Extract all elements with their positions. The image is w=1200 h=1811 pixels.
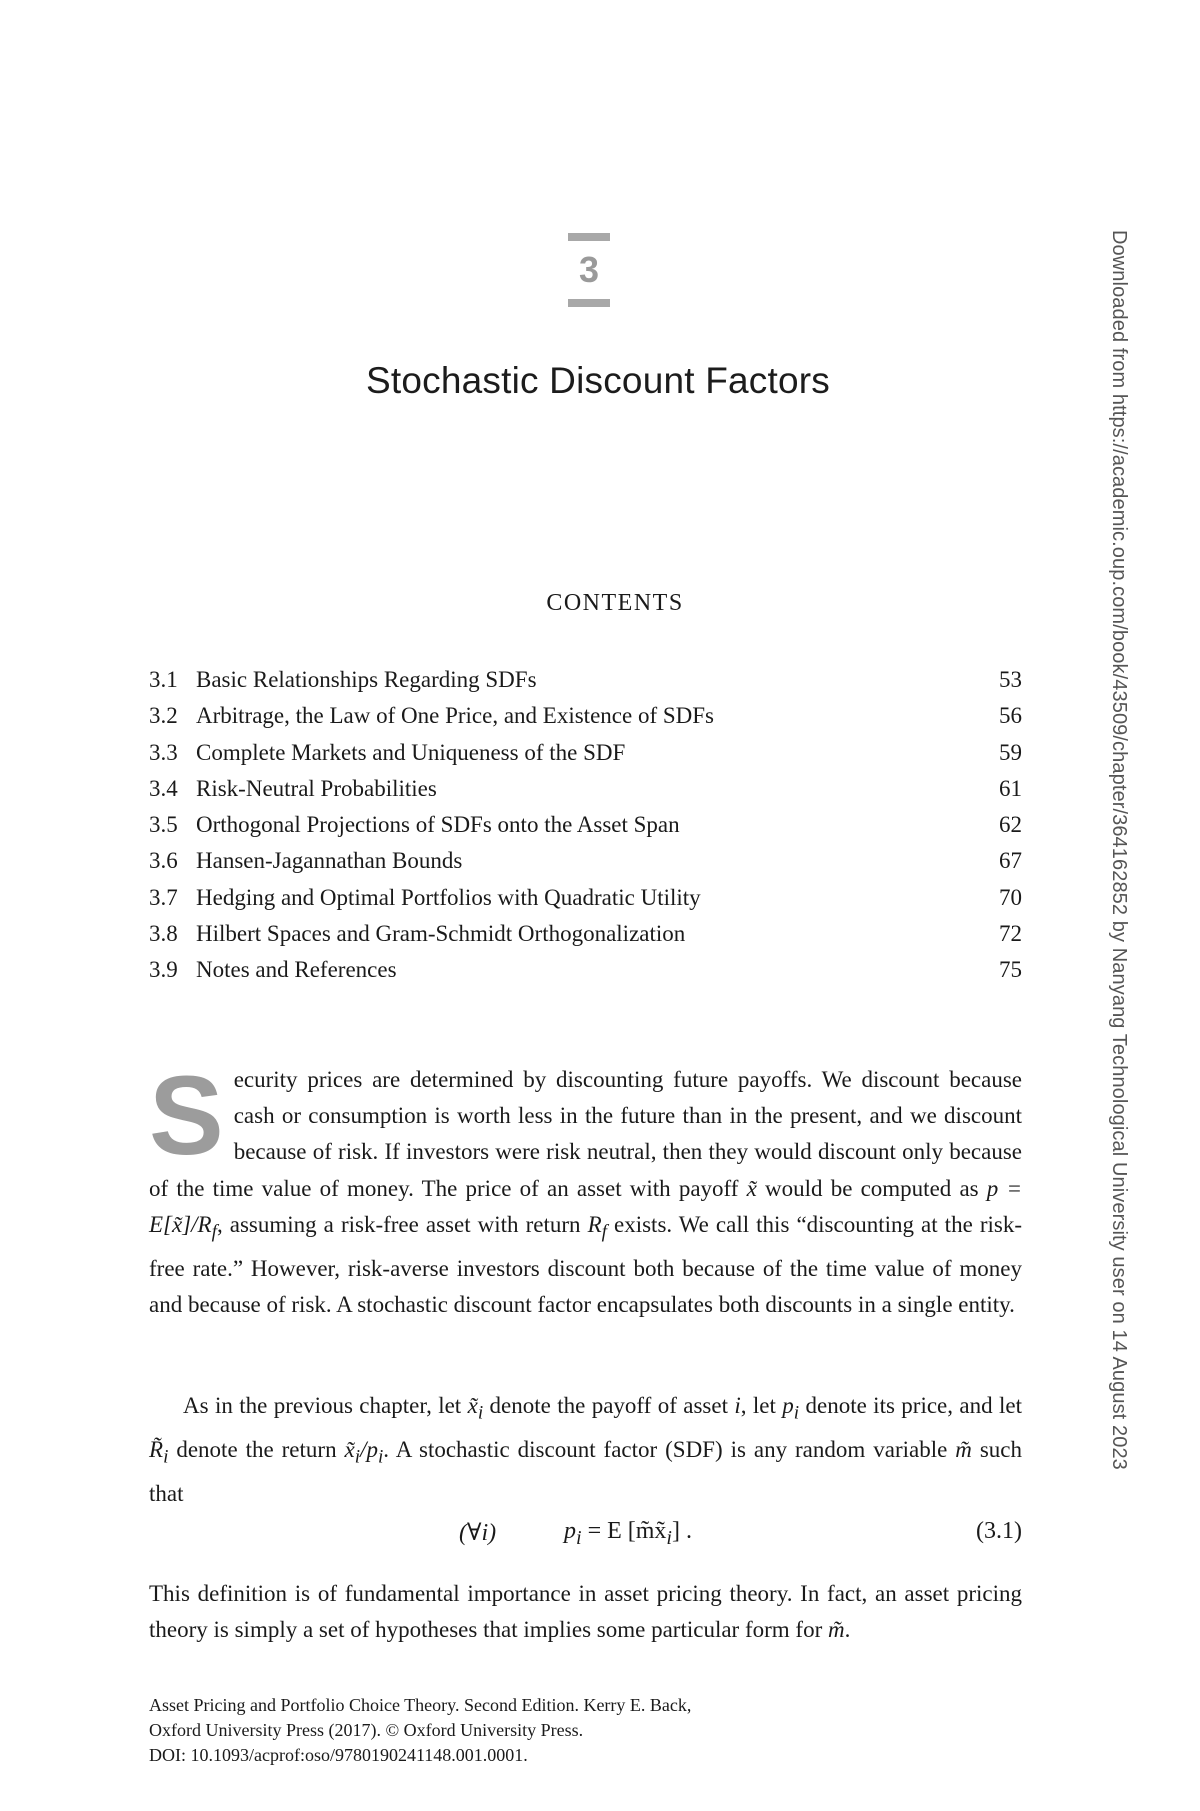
importance-paragraph [149,1576,1022,1648]
paragraph-text: ecurity prices are determined by discounting future payoffs. We discount because cash or consumption is worth less in the future than in the present, and we discount because of risk. If investors were risk neutral, then they would discount only because of the time value of money. The price of an asset with payoff [149,1067,1022,1201]
toc-section-title: Arbitrage, the Law of One Price, and Existence of SDFs [196,703,714,729]
paragraph-text: . A stochastic discount factor (SDF) is any random variable [383,1436,956,1462]
toc-section-number: 3.3 [149,739,178,765]
chapter-number-top-bar [568,233,610,241]
formula-subscript: i [793,1402,800,1424]
inline-formula: p = E[x̃]/R [149,1175,1022,1237]
toc-page-number: 67 [999,848,1022,874]
toc-section-title: Hilbert Spaces and Gram-Schmidt Orthogonalization [196,921,686,947]
toc-section-number: 3.5 [149,812,178,838]
toc-section-number: 3.9 [149,957,178,983]
citation-footer [149,1693,691,1768]
formula-subscript: i [377,1446,384,1468]
equation-rhs: = E [m̃x̃ [581,1518,667,1544]
toc-item[interactable] [149,880,1022,916]
toc-section-title: Orthogonal Projections of SDFs onto the Asset Span [196,812,680,838]
equation-quantifier: (∀i) [459,1520,497,1546]
toc-section-title: Basic Relationships Regarding SDFs [196,667,537,692]
drop-cap: S [149,1053,224,1178]
paragraph-text: denote the return [168,1436,345,1462]
chapter-number-bottom-bar [568,299,610,307]
math-symbol: x̃ [344,1436,355,1462]
toc-section-title: Risk-Neutral Probabilities [196,775,437,801]
formula-subscript: i [666,1526,672,1549]
toc-section-title: Notes and References [196,957,397,983]
toc-page-number: 56 [999,703,1022,729]
toc-page-number: 62 [999,812,1022,838]
paragraph-text: such that [149,1436,1022,1506]
math-symbol: p [564,1518,576,1544]
toc-section-number: 3.2 [149,703,178,729]
toc-section-number: 3.7 [149,884,178,910]
equation-expression [564,1518,692,1550]
toc-section-number: 3.6 [149,848,178,874]
toc-section-title: Hedging and Optimal Portfolios with Quadratic Utility [196,884,701,910]
equation-3-1 [149,1518,1022,1558]
toc-item[interactable] [149,916,1022,952]
math-symbol: m̃ [955,1436,972,1462]
toc-page-number: 59 [999,739,1022,765]
toc-item[interactable] [149,807,1022,843]
math-symbol: x̃ [467,1393,478,1418]
equation-close: ] . [671,1518,692,1544]
toc-section-number: 3.1 [149,667,178,692]
math-symbol: i [734,1393,741,1418]
paragraph-text: would be computed as [756,1175,987,1201]
formula-subscript: i [576,1526,582,1549]
toc-item[interactable] [149,952,1022,988]
footer-line: Oxford University Press (2017). © Oxford University Press. [149,1720,584,1740]
paragraph-text: exists. We call this “discounting at the risk-free rate.” However, risk-averse investors discount both because of the time value of money and because of risk. A stochastic discount factor encapsulates both discounts in a single entity. [149,1211,1022,1317]
formula-subscript: i [163,1446,169,1468]
download-watermark: Downloaded from https://academic.oup.com/book/43509/chapter/364162852 by Nanyang Technological University user on 14 August 2023 [1108,230,1130,1470]
math-symbol: R̃ [149,1436,164,1462]
equation-number: (3.1) [976,1518,1022,1544]
formula-subscript: f [601,1221,607,1243]
toc-item[interactable] [149,771,1022,807]
toc-item[interactable] [149,662,1022,698]
paragraph-text: , assuming a risk-free asset with return [216,1211,588,1237]
paragraph-text: denote the payoff of asset [483,1393,735,1418]
formula-subscript: i [354,1446,361,1468]
toc-section-number: 3.8 [149,921,178,947]
toc-item[interactable] [149,843,1022,879]
definition-paragraph [149,1388,1022,1512]
toc-page-number: 72 [999,921,1022,947]
formula-subscript: f [211,1221,217,1243]
toc-section-title: Hansen-Jagannathan Bounds [196,848,463,874]
toc-page-number: 53 [999,667,1022,692]
formula-subscript: i [477,1402,484,1424]
toc-page-number: 70 [999,884,1022,910]
toc-page-number: 61 [999,775,1022,801]
table-of-contents [149,662,1022,989]
math-symbol: /p [360,1436,378,1462]
paragraph-text: , let [740,1393,783,1418]
chapter-number [564,233,614,307]
math-symbol: m̃ [828,1617,845,1643]
contents-heading: CONTENTS [546,590,684,616]
footer-line: Asset Pricing and Portfolio Choice Theory. Second Edition. Kerry E. Back, [149,1695,692,1715]
paragraph-text: As in the previous chapter, let [183,1393,468,1418]
chapter-number-text: 3 [578,249,600,290]
chapter-title: Stochastic Discount Factors [366,360,830,401]
paragraph-text: This definition is of fundamental importance in asset pricing theory. In fact, an asset pricing theory is simply a set of hypotheses that implies some particular form for [149,1581,1022,1643]
math-symbol: x̃ [746,1175,757,1201]
toc-section-number: 3.4 [149,775,178,801]
paragraph-text: . [844,1617,851,1643]
toc-item[interactable] [149,735,1022,771]
toc-page-number: 75 [999,957,1022,983]
toc-section-title: Complete Markets and Uniqueness of the SDF [196,739,626,765]
math-symbol: p [782,1393,794,1418]
paragraph-text: denote its price, and let [799,1393,1022,1418]
intro-paragraph [149,1053,1022,1323]
math-symbol: R [587,1211,602,1237]
toc-item[interactable] [149,698,1022,734]
footer-line[interactable]: DOI: 10.1093/acprof:oso/9780190241148.001.0001. [149,1745,528,1765]
